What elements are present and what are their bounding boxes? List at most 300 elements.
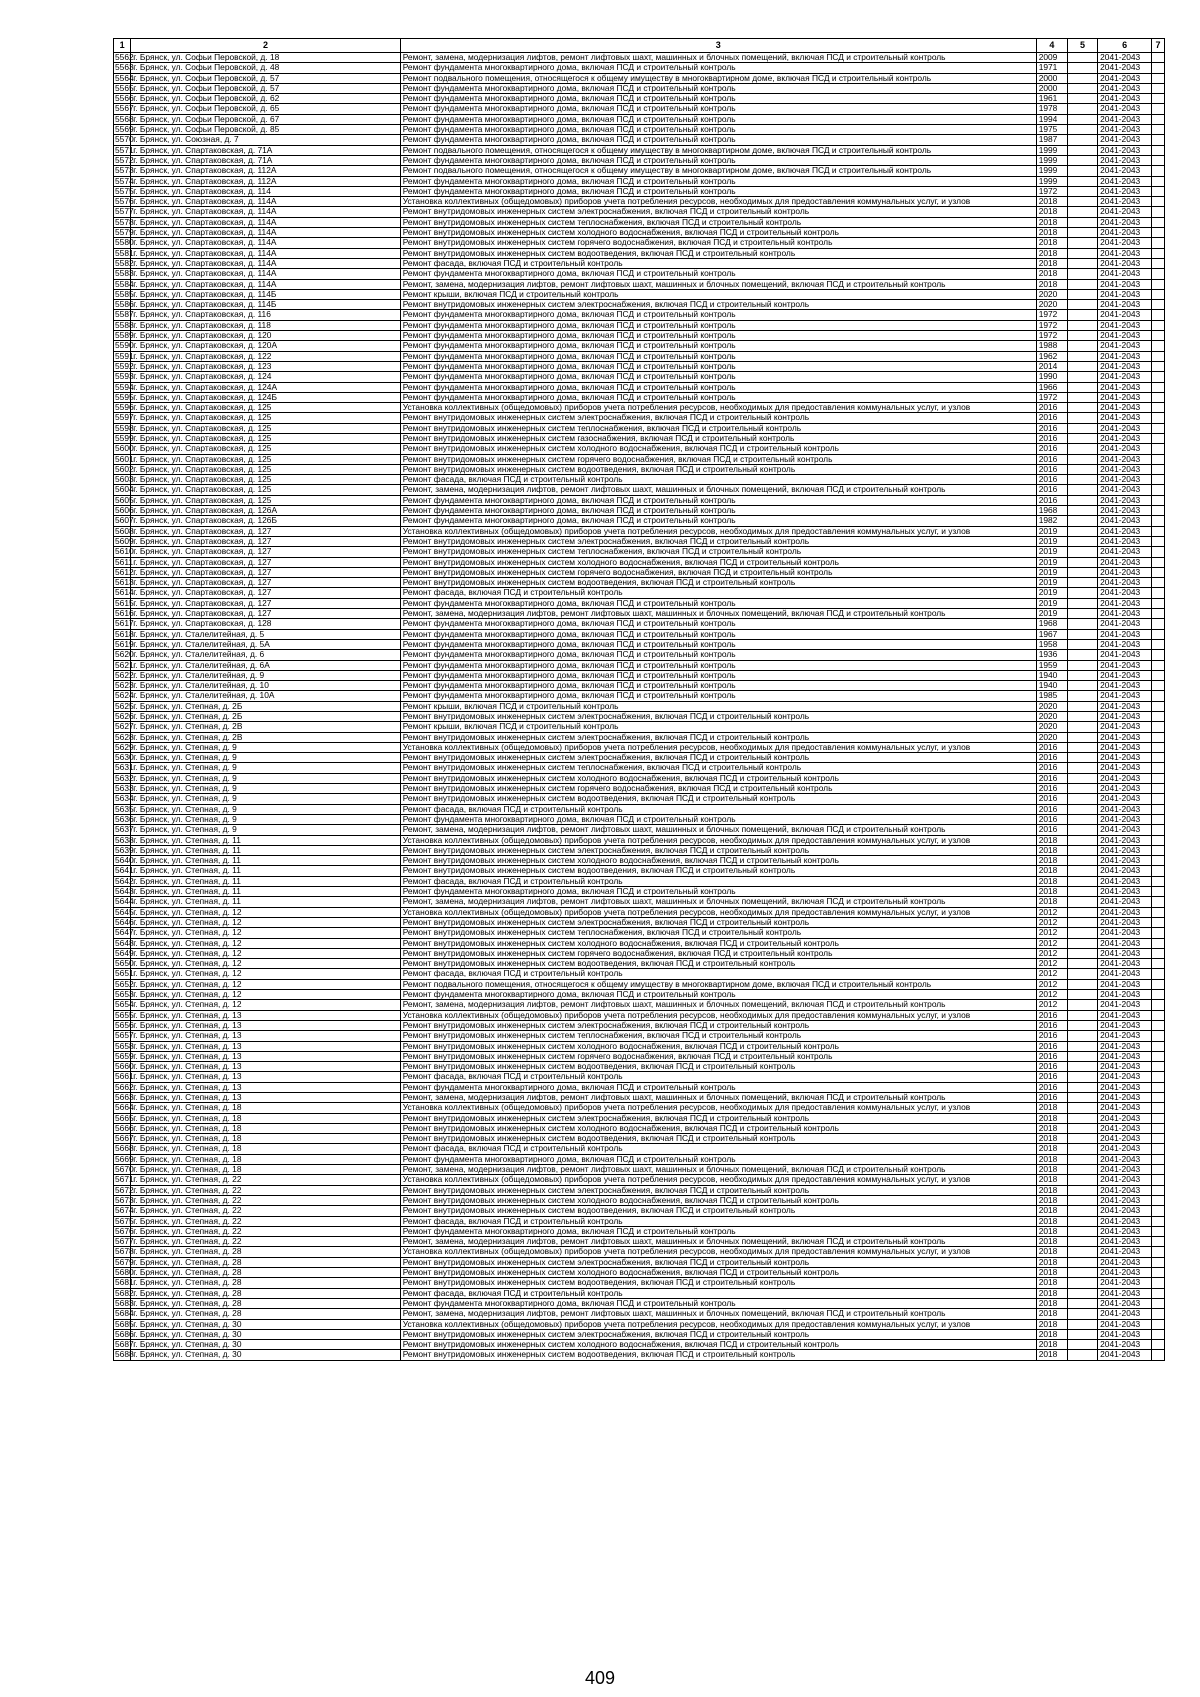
table-row	[114, 1278, 1165, 1288]
column-5-cell	[1067, 763, 1097, 773]
row-number: 5667	[115, 1133, 134, 1144]
table-row	[114, 382, 1165, 392]
period-cell: 2041-2043	[1098, 444, 1152, 454]
period-cell: 2041-2043	[1098, 526, 1152, 536]
table-row	[114, 176, 1165, 186]
work-type-cell: Ремонт внутридомовых инженерных систем электроснабжения, включая ПСД и строительный контроль	[400, 536, 1036, 546]
work-type-cell: Ремонт фундамента многоквартирного дома, включая ПСД и строительный контроль	[400, 125, 1036, 135]
period-cell: 2041-2043	[1098, 1216, 1152, 1226]
address-cell: г. Брянск, ул. Степная, д. 13	[131, 1020, 400, 1030]
column-5-cell	[1067, 1185, 1097, 1195]
work-type-cell: Ремонт фундамента многоквартирного дома, включая ПСД и строительный контроль	[400, 372, 1036, 382]
row-number: 5562	[115, 52, 134, 62]
column-7-cell	[1152, 1051, 1165, 1061]
period-cell: 2041-2043	[1098, 207, 1152, 217]
table-row	[114, 1165, 1165, 1175]
row-number: 5620	[115, 649, 134, 660]
work-type-cell: Ремонт внутридомовых инженерных систем электроснабжения, включая ПСД и строительный контроль	[400, 413, 1036, 423]
year-cell: 2012	[1036, 938, 1067, 948]
year-cell: 2016	[1036, 1020, 1067, 1030]
column-7-cell	[1152, 1000, 1165, 1010]
column-7-cell	[1152, 650, 1165, 660]
column-7-cell	[1152, 166, 1165, 176]
column-5-cell	[1067, 361, 1097, 371]
work-type-cell: Ремонт подвального помещения, относящегося к общему имуществу в многоквартирном доме, включая ПСД и строительный контроль	[400, 73, 1036, 83]
column-5-cell	[1067, 300, 1097, 310]
work-type-cell: Ремонт, замена, модернизация лифтов, ремонт лифтовых шахт, машинных и блочных помещений, включая ПСД и строительный контроль	[400, 897, 1036, 907]
column-7-cell	[1152, 382, 1165, 392]
column-7-cell	[1152, 454, 1165, 464]
column-5-cell	[1067, 670, 1097, 680]
column-5-cell	[1067, 948, 1097, 958]
column-5-cell	[1067, 310, 1097, 320]
row-number: 5609	[115, 535, 134, 546]
period-cell: 2041-2043	[1098, 948, 1152, 958]
year-cell: 2016	[1036, 423, 1067, 433]
column-7-cell	[1152, 763, 1165, 773]
period-cell: 2041-2043	[1098, 1319, 1152, 1329]
year-cell: 2016	[1036, 1072, 1067, 1082]
column-5-cell	[1067, 938, 1097, 948]
column-7-cell	[1152, 1092, 1165, 1102]
column-7-cell	[1152, 866, 1165, 876]
period-cell: 2041-2043	[1098, 856, 1152, 866]
column-5-cell	[1067, 536, 1097, 546]
work-type-cell: Ремонт внутридомовых инженерных систем холодного водоснабжения, включая ПСД и строительный контроль	[400, 773, 1036, 783]
address-cell: г. Брянск, ул. Спартаковская, д. 127	[131, 567, 400, 577]
work-type-cell: Ремонт фундамента многоквартирного дома, включая ПСД и строительный контроль	[400, 650, 1036, 660]
year-cell: 1978	[1036, 104, 1067, 114]
year-cell: 1968	[1036, 619, 1067, 629]
period-cell: 2041-2043	[1098, 1298, 1152, 1308]
table-row	[114, 866, 1165, 876]
table-row	[114, 63, 1165, 73]
row-number: 5612	[115, 566, 134, 577]
column-5-cell	[1067, 1072, 1097, 1082]
year-cell: 2020	[1036, 712, 1067, 722]
column-7-cell	[1152, 1154, 1165, 1164]
table-row	[114, 1010, 1165, 1020]
column-7-cell	[1152, 248, 1165, 258]
column-header: 4	[1036, 39, 1067, 53]
period-cell: 2041-2043	[1098, 73, 1152, 83]
year-cell: 1972	[1036, 186, 1067, 196]
column-7-cell	[1152, 1226, 1165, 1236]
column-7-cell	[1152, 1041, 1165, 1051]
work-type-cell: Ремонт фундамента многоквартирного дома, включая ПСД и строительный контроль	[400, 660, 1036, 670]
table-row	[114, 887, 1165, 897]
year-cell: 2018	[1036, 1113, 1067, 1123]
row-number: 5610	[115, 546, 134, 557]
column-7-cell	[1152, 372, 1165, 382]
address-cell: г. Брянск, ул. Степная, д. 13	[131, 1010, 400, 1020]
column-7-cell	[1152, 959, 1165, 969]
year-cell: 2019	[1036, 557, 1067, 567]
work-type-cell: Ремонт внутридомовых инженерных систем холодного водоснабжения, включая ПСД и строительный контроль	[400, 228, 1036, 238]
column-5-cell	[1067, 1165, 1097, 1175]
address-cell: г. Брянск, ул. Спартаковская, д. 125	[131, 444, 400, 454]
work-type-cell: Ремонт подвального помещения, относящегося к общему имуществу в многоквартирном доме, включая ПСД и строительный контроль	[400, 145, 1036, 155]
column-5-cell	[1067, 228, 1097, 238]
year-cell: 1967	[1036, 629, 1067, 639]
column-7-cell	[1152, 1298, 1165, 1308]
column-5-cell	[1067, 835, 1097, 845]
row-number: 5624	[115, 690, 134, 701]
column-7-cell	[1152, 53, 1165, 63]
table-row	[114, 361, 1165, 371]
address-cell: г. Брянск, ул. Степная, д. 11	[131, 835, 400, 845]
row-number: 5592	[115, 360, 134, 371]
column-5-cell	[1067, 567, 1097, 577]
table-row	[114, 423, 1165, 433]
table-row	[114, 454, 1165, 464]
row-number: 5571	[115, 144, 134, 155]
row-number: 5642	[115, 875, 134, 886]
table-row	[114, 691, 1165, 701]
period-cell: 2041-2043	[1098, 1226, 1152, 1236]
row-number: 5657	[115, 1030, 134, 1041]
table-row	[114, 619, 1165, 629]
work-type-cell: Ремонт фундамента многоквартирного дома, включая ПСД и строительный контроль	[400, 619, 1036, 629]
table-row	[114, 331, 1165, 341]
address-cell: г. Брянск, ул. Степная, д. 12	[131, 948, 400, 958]
column-5-cell	[1067, 825, 1097, 835]
year-cell: 2018	[1036, 1298, 1067, 1308]
year-cell: 2016	[1036, 1092, 1067, 1102]
period-cell: 2041-2043	[1098, 125, 1152, 135]
work-type-cell: Ремонт внутридомовых инженерных систем электроснабжения, включая ПСД и строительный контроль	[400, 1329, 1036, 1339]
column-header: 5	[1067, 39, 1097, 53]
table-row	[114, 825, 1165, 835]
year-cell: 2018	[1036, 876, 1067, 886]
address-cell: г. Брянск, ул. Спартаковская, д. 71А	[131, 155, 400, 165]
column-7-cell	[1152, 526, 1165, 536]
row-number: 5589	[115, 330, 134, 341]
column-5-cell	[1067, 351, 1097, 361]
year-cell: 2020	[1036, 289, 1067, 299]
column-7-cell	[1152, 300, 1165, 310]
row-number: 5617	[115, 618, 134, 629]
year-cell: 1985	[1036, 691, 1067, 701]
work-type-cell: Ремонт внутридомовых инженерных систем теплоснабжения, включая ПСД и строительный контроль	[400, 547, 1036, 557]
row-number: 5565	[115, 82, 134, 93]
address-cell: г. Брянск, ул. Степная, д. 22	[131, 1195, 400, 1205]
period-cell: 2041-2043	[1098, 1288, 1152, 1298]
row-number: 5570	[115, 134, 134, 145]
work-type-cell: Ремонт внутридомовых инженерных систем электроснабжения, включая ПСД и строительный контроль	[400, 753, 1036, 763]
column-5-cell	[1067, 1000, 1097, 1010]
year-cell: 1988	[1036, 341, 1067, 351]
table-row	[114, 248, 1165, 258]
work-type-cell: Ремонт фундамента многоквартирного дома, включая ПСД и строительный контроль	[400, 104, 1036, 114]
address-cell: г. Брянск, ул. Сталелитейная, д. 6А	[131, 660, 400, 670]
year-cell: 2016	[1036, 454, 1067, 464]
year-cell: 2016	[1036, 1051, 1067, 1061]
column-5-cell	[1067, 186, 1097, 196]
work-type-cell: Ремонт фундамента многоквартирного дома, включая ПСД и строительный контроль	[400, 320, 1036, 330]
work-type-cell: Ремонт, замена, модернизация лифтов, ремонт лифтовых шахт, машинных и блочных помещений, включая ПСД и строительный контроль	[400, 1165, 1036, 1175]
table-row	[114, 639, 1165, 649]
column-5-cell	[1067, 1154, 1097, 1164]
year-cell: 1994	[1036, 114, 1067, 124]
work-type-cell: Ремонт крыши, включая ПСД и строительный контроль	[400, 701, 1036, 711]
row-number: 5639	[115, 844, 134, 855]
period-cell: 2041-2043	[1098, 557, 1152, 567]
table-row	[114, 1195, 1165, 1205]
work-type-cell: Ремонт крыши, включая ПСД и строительный контроль	[400, 289, 1036, 299]
column-7-cell	[1152, 670, 1165, 680]
work-type-cell: Установка коллективных (общедомовых) приборов учета потребления ресурсов, необходимых для предоставления коммунальных услуг, и узлов	[400, 403, 1036, 413]
work-type-cell: Ремонт фундамента многоквартирного дома, включая ПСД и строительный контроль	[400, 269, 1036, 279]
period-cell: 2041-2043	[1098, 722, 1152, 732]
year-cell: 2016	[1036, 403, 1067, 413]
year-cell: 1968	[1036, 506, 1067, 516]
column-5-cell	[1067, 732, 1097, 742]
address-cell: г. Брянск, ул. Спартаковская, д. 125	[131, 464, 400, 474]
period-cell: 2041-2043	[1098, 1031, 1152, 1041]
address-cell: г. Брянск, ул. Степная, д. 22	[131, 1175, 400, 1185]
work-type-cell: Ремонт фундамента многоквартирного дома, включая ПСД и строительный контроль	[400, 351, 1036, 361]
work-type-cell: Ремонт фундамента многоквартирного дома, включая ПСД и строительный контроль	[400, 382, 1036, 392]
column-7-cell	[1152, 1216, 1165, 1226]
period-cell: 2041-2043	[1098, 289, 1152, 299]
year-cell: 2020	[1036, 701, 1067, 711]
column-5-cell	[1067, 464, 1097, 474]
year-cell: 2018	[1036, 258, 1067, 268]
row-number: 5622	[115, 669, 134, 680]
period-cell: 2041-2043	[1098, 403, 1152, 413]
column-7-cell	[1152, 557, 1165, 567]
column-5-cell	[1067, 1051, 1097, 1061]
period-cell: 2041-2043	[1098, 928, 1152, 938]
column-7-cell	[1152, 990, 1165, 1000]
work-type-cell: Ремонт внутридомовых инженерных систем водоотведения, включая ПСД и строительный контроль	[400, 866, 1036, 876]
year-cell: 2018	[1036, 1216, 1067, 1226]
address-cell: г. Брянск, ул. Спартаковская, д. 120А	[131, 341, 400, 351]
period-cell: 2041-2043	[1098, 578, 1152, 588]
column-7-cell	[1152, 444, 1165, 454]
table-row	[114, 712, 1165, 722]
year-cell: 2019	[1036, 526, 1067, 536]
row-number: 5671	[115, 1174, 134, 1185]
row-number: 5580	[115, 237, 134, 248]
address-cell: г. Брянск, ул. Спартаковская, д. 128	[131, 619, 400, 629]
column-7-cell	[1152, 588, 1165, 598]
work-type-cell: Ремонт фундамента многоквартирного дома, включая ПСД и строительный контроль	[400, 681, 1036, 691]
column-7-cell	[1152, 104, 1165, 114]
year-cell: 2016	[1036, 825, 1067, 835]
address-cell: г. Брянск, ул. Степная, д. 30	[131, 1329, 400, 1339]
column-header: 7	[1152, 39, 1165, 53]
period-cell: 2041-2043	[1098, 917, 1152, 927]
column-7-cell	[1152, 258, 1165, 268]
column-7-cell	[1152, 1206, 1165, 1216]
address-cell: г. Брянск, ул. Софьи Перовской, д. 48	[131, 63, 400, 73]
row-number: 5569	[115, 124, 134, 135]
address-cell: г. Брянск, ул. Степная, д. 12	[131, 907, 400, 917]
column-5-cell	[1067, 63, 1097, 73]
row-number: 5576	[115, 196, 134, 207]
row-number: 5579	[115, 227, 134, 238]
row-number: 5621	[115, 659, 134, 670]
work-type-cell: Установка коллективных (общедомовых) приборов учета потребления ресурсов, необходимых для предоставления коммунальных услуг, и узлов	[400, 197, 1036, 207]
work-type-cell: Ремонт фундамента многоквартирного дома, включая ПСД и строительный контроль	[400, 135, 1036, 145]
row-number: 5682	[115, 1287, 134, 1298]
period-cell: 2041-2043	[1098, 753, 1152, 763]
table-row	[114, 1257, 1165, 1267]
row-number: 5577	[115, 206, 134, 217]
year-cell: 2018	[1036, 1226, 1067, 1236]
column-7-cell	[1152, 742, 1165, 752]
year-cell: 2012	[1036, 969, 1067, 979]
address-cell: г. Брянск, ул. Степная, д. 9	[131, 814, 400, 824]
address-cell: г. Брянск, ул. Спартаковская, д. 127	[131, 588, 400, 598]
column-7-cell	[1152, 197, 1165, 207]
address-cell: г. Брянск, ул. Степная, д. 30	[131, 1350, 400, 1360]
year-cell: 2018	[1036, 238, 1067, 248]
year-cell: 2018	[1036, 887, 1067, 897]
period-cell: 2041-2043	[1098, 763, 1152, 773]
work-type-cell: Ремонт фундамента многоквартирного дома, включая ПСД и строительный контроль	[400, 310, 1036, 320]
row-number: 5593	[115, 371, 134, 382]
year-cell: 1961	[1036, 94, 1067, 104]
table-row	[114, 53, 1165, 63]
row-number: 5574	[115, 175, 134, 186]
year-cell: 2016	[1036, 1082, 1067, 1092]
address-cell: г. Брянск, ул. Спартаковская, д. 114	[131, 186, 400, 196]
year-cell: 2018	[1036, 1206, 1067, 1216]
column-5-cell	[1067, 1309, 1097, 1319]
address-cell: г. Брянск, ул. Сталелитейная, д. 9	[131, 670, 400, 680]
column-7-cell	[1152, 856, 1165, 866]
period-cell: 2041-2043	[1098, 248, 1152, 258]
row-number: 5601	[115, 453, 134, 464]
year-cell: 1987	[1036, 135, 1067, 145]
row-number: 5584	[115, 278, 134, 289]
work-type-cell: Ремонт внутридомовых инженерных систем горячего водоснабжения, включая ПСД и строительный контроль	[400, 454, 1036, 464]
row-number: 5599	[115, 432, 134, 443]
column-5-cell	[1067, 814, 1097, 824]
period-cell: 2041-2043	[1098, 670, 1152, 680]
address-cell: г. Брянск, ул. Степная, д. 9	[131, 784, 400, 794]
row-number: 5654	[115, 999, 134, 1010]
row-number: 5568	[115, 113, 134, 124]
column-5-cell	[1067, 897, 1097, 907]
address-cell: г. Брянск, ул. Софьи Перовской, д. 67	[131, 114, 400, 124]
period-cell: 2041-2043	[1098, 1062, 1152, 1072]
column-7-cell	[1152, 845, 1165, 855]
address-cell: г. Брянск, ул. Степная, д. 22	[131, 1206, 400, 1216]
year-cell: 2018	[1036, 1165, 1067, 1175]
column-5-cell	[1067, 238, 1097, 248]
column-5-cell	[1067, 1278, 1097, 1288]
table-row	[114, 536, 1165, 546]
work-type-cell: Ремонт внутридомовых инженерных систем холодного водоснабжения, включая ПСД и строительный контроль	[400, 938, 1036, 948]
row-number: 5623	[115, 680, 134, 691]
row-number: 5676	[115, 1225, 134, 1236]
table-row	[114, 300, 1165, 310]
table-row	[114, 1340, 1165, 1350]
year-cell: 2018	[1036, 207, 1067, 217]
column-5-cell	[1067, 341, 1097, 351]
year-cell: 1936	[1036, 650, 1067, 660]
column-5-cell	[1067, 969, 1097, 979]
row-number: 5645	[115, 906, 134, 917]
work-type-cell: Установка коллективных (общедомовых) приборов учета потребления ресурсов, необходимых для предоставления коммунальных услуг, и узлов	[400, 1247, 1036, 1257]
column-7-cell	[1152, 794, 1165, 804]
year-cell: 2016	[1036, 753, 1067, 763]
column-5-cell	[1067, 650, 1097, 660]
year-cell: 2018	[1036, 845, 1067, 855]
column-5-cell	[1067, 1195, 1097, 1205]
period-cell: 2041-2043	[1098, 176, 1152, 186]
column-5-cell	[1067, 1257, 1097, 1267]
work-type-cell: Ремонт фундамента многоквартирного дома, включая ПСД и строительный контроль	[400, 598, 1036, 608]
work-type-cell: Ремонт внутридомовых инженерных систем холодного водоснабжения, включая ПСД и строительный контроль	[400, 1041, 1036, 1051]
table-row	[114, 114, 1165, 124]
table-row	[114, 969, 1165, 979]
column-5-cell	[1067, 114, 1097, 124]
work-type-cell: Ремонт внутридомовых инженерных систем холодного водоснабжения, включая ПСД и строительный контроль	[400, 1195, 1036, 1205]
year-cell: 2020	[1036, 732, 1067, 742]
work-type-cell: Ремонт внутридомовых инженерных систем водоотведения, включая ПСД и строительный контроль	[400, 794, 1036, 804]
work-type-cell: Установка коллективных (общедомовых) приборов учета потребления ресурсов, необходимых для предоставления коммунальных услуг, и узлов	[400, 526, 1036, 536]
work-type-cell: Ремонт внутридомовых инженерных систем теплоснабжения, включая ПСД и строительный контроль	[400, 763, 1036, 773]
year-cell: 2016	[1036, 814, 1067, 824]
column-5-cell	[1067, 1247, 1097, 1257]
period-cell: 2041-2043	[1098, 320, 1152, 330]
column-7-cell	[1152, 712, 1165, 722]
period-cell: 2041-2043	[1098, 825, 1152, 835]
table-row	[114, 897, 1165, 907]
year-cell: 2014	[1036, 361, 1067, 371]
row-number: 5598	[115, 422, 134, 433]
table-row	[114, 701, 1165, 711]
period-cell: 2041-2043	[1098, 186, 1152, 196]
row-number: 5677	[115, 1236, 134, 1247]
year-cell: 2018	[1036, 1154, 1067, 1164]
address-cell: г. Брянск, ул. Степная, д. 12	[131, 1000, 400, 1010]
column-5-cell	[1067, 1010, 1097, 1020]
year-cell: 2016	[1036, 444, 1067, 454]
column-7-cell	[1152, 135, 1165, 145]
column-7-cell	[1152, 1113, 1165, 1123]
address-cell: г. Брянск, ул. Софьи Перовской, д. 57	[131, 83, 400, 93]
address-cell: г. Брянск, ул. Софьи Перовской, д. 62	[131, 94, 400, 104]
year-cell: 2016	[1036, 742, 1067, 752]
period-cell: 2041-2043	[1098, 83, 1152, 93]
address-cell: г. Брянск, ул. Степная, д. 11	[131, 897, 400, 907]
address-cell: г. Брянск, ул. Степная, д. 13	[131, 1051, 400, 1061]
work-type-cell: Установка коллективных (общедомовых) приборов учета потребления ресурсов, необходимых для предоставления коммунальных услуг, и узлов	[400, 907, 1036, 917]
address-cell: г. Брянск, ул. Спартаковская, д. 125	[131, 423, 400, 433]
address-cell: г. Брянск, ул. Софьи Перовской, д. 65	[131, 104, 400, 114]
year-cell: 2018	[1036, 1103, 1067, 1113]
table-row	[114, 1000, 1165, 1010]
table-row	[114, 907, 1165, 917]
work-type-cell: Ремонт фундамента многоквартирного дома, включая ПСД и строительный контроль	[400, 506, 1036, 516]
work-type-cell: Ремонт фундамента многоквартирного дома, включая ПСД и строительный контроль	[400, 114, 1036, 124]
work-type-cell: Ремонт внутридомовых инженерных систем электроснабжения, включая ПСД и строительный контроль	[400, 300, 1036, 310]
column-5-cell	[1067, 83, 1097, 93]
row-number: 5606	[115, 505, 134, 516]
year-cell: 2018	[1036, 1268, 1067, 1278]
work-type-cell: Установка коллективных (общедомовых) приборов учета потребления ресурсов, необходимых для предоставления коммунальных услуг, и узлов	[400, 1010, 1036, 1020]
column-5-cell	[1067, 258, 1097, 268]
address-cell: г. Брянск, ул. Степная, д. 22	[131, 1237, 400, 1247]
column-5-cell	[1067, 804, 1097, 814]
row-number: 5632	[115, 772, 134, 783]
